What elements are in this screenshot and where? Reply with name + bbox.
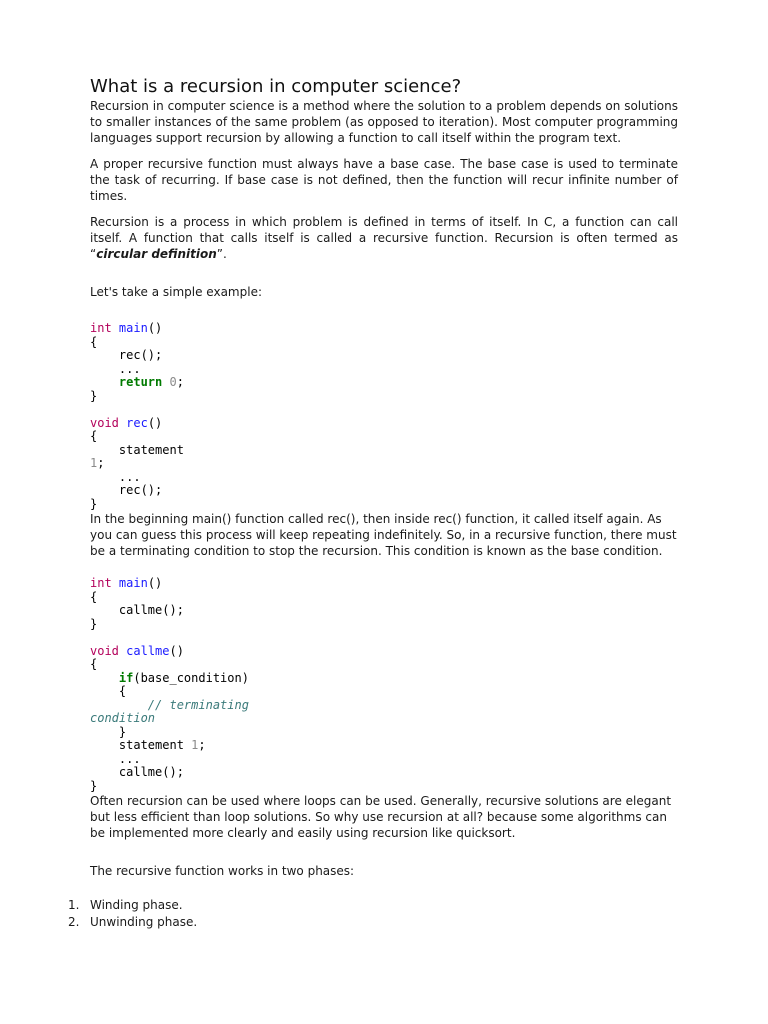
- page-title: What is a recursion in computer science?: [90, 76, 462, 97]
- list-number: 2.: [68, 915, 80, 929]
- loops-comparison-paragraph: Often recursion can be used where loops can be used. Generally, recursive solutions are elegant but less efficient than loop solutions. So why use recursion at all? because some algorithms can be implemented more clearly and easily using recursion like quicksort.: [90, 794, 672, 840]
- code-keyword: void: [90, 643, 119, 658]
- code-comment: // terminating: [147, 697, 249, 712]
- code-number: 1: [191, 738, 199, 752]
- code-number: 0: [169, 375, 177, 389]
- code-function-name: main: [118, 321, 148, 335]
- definition-text-end: ”.: [216, 247, 227, 261]
- intro-paragraph: Recursion in computer science is a method where the solution to a problem depends on solutions to smaller instances of the same problem (as opposed to iteration). Most computer programming languages support recursion by allowing a function to call itself within the program text.: [90, 99, 678, 145]
- code-function-name: callme: [126, 643, 170, 658]
- definition-text: Recursion is a process in which problem is defined in terms of itself. In C, a function can call itself. A function that calls itself is called a recursive function. Recursion is often termed as “: [90, 215, 678, 261]
- code-keyword: void: [90, 415, 119, 430]
- code-number: 1: [90, 456, 98, 470]
- code-block-rec: int main() { rec(); ... return 0; } void rec() { statement 1; ... rec(); }: [90, 321, 184, 511]
- code-keyword: int: [90, 321, 112, 335]
- circular-definition-emphasis: circular definition: [96, 247, 217, 261]
- base-condition-paragraph: In the beginning main() function called rec(), then inside rec() function, it called itself again. As you can guess this process will keep repeating indefinitely. So, in a recursive function, there must be a terminating condition to stop the recursion. This condition is known as the base condition.: [90, 512, 677, 558]
- list-item-label: Winding phase.: [90, 898, 183, 912]
- list-item: [68, 914, 678, 931]
- base-case-paragraph: A proper recursive function must always have a base case. The base case is used to terminate the task of recurring. If base case is not defined, then the function will recur infinite number of times.: [90, 157, 678, 203]
- code-comment: condition: [90, 711, 156, 725]
- code-block-callme: int main() { callme(); } void callme() { if(base_condition) { // terminating condition } statement 1; ... callme(); }: [90, 576, 249, 793]
- code-function-name: rec: [126, 415, 148, 430]
- list-item-label: Unwinding phase.: [90, 915, 198, 929]
- code-if-keyword: if: [118, 670, 134, 685]
- definition-paragraph: [90, 214, 678, 262]
- phases-intro: The recursive function works in two phases:: [90, 864, 355, 878]
- code-return-keyword: return: [118, 375, 163, 389]
- document-page: [68, 76, 678, 931]
- list-item: [68, 897, 678, 914]
- code-function-name: main: [118, 576, 148, 590]
- list-number: 1.: [68, 898, 80, 912]
- code-keyword: int: [90, 576, 112, 590]
- example-intro: Let's take a simple example:: [90, 285, 262, 299]
- phases-list: [68, 897, 678, 931]
